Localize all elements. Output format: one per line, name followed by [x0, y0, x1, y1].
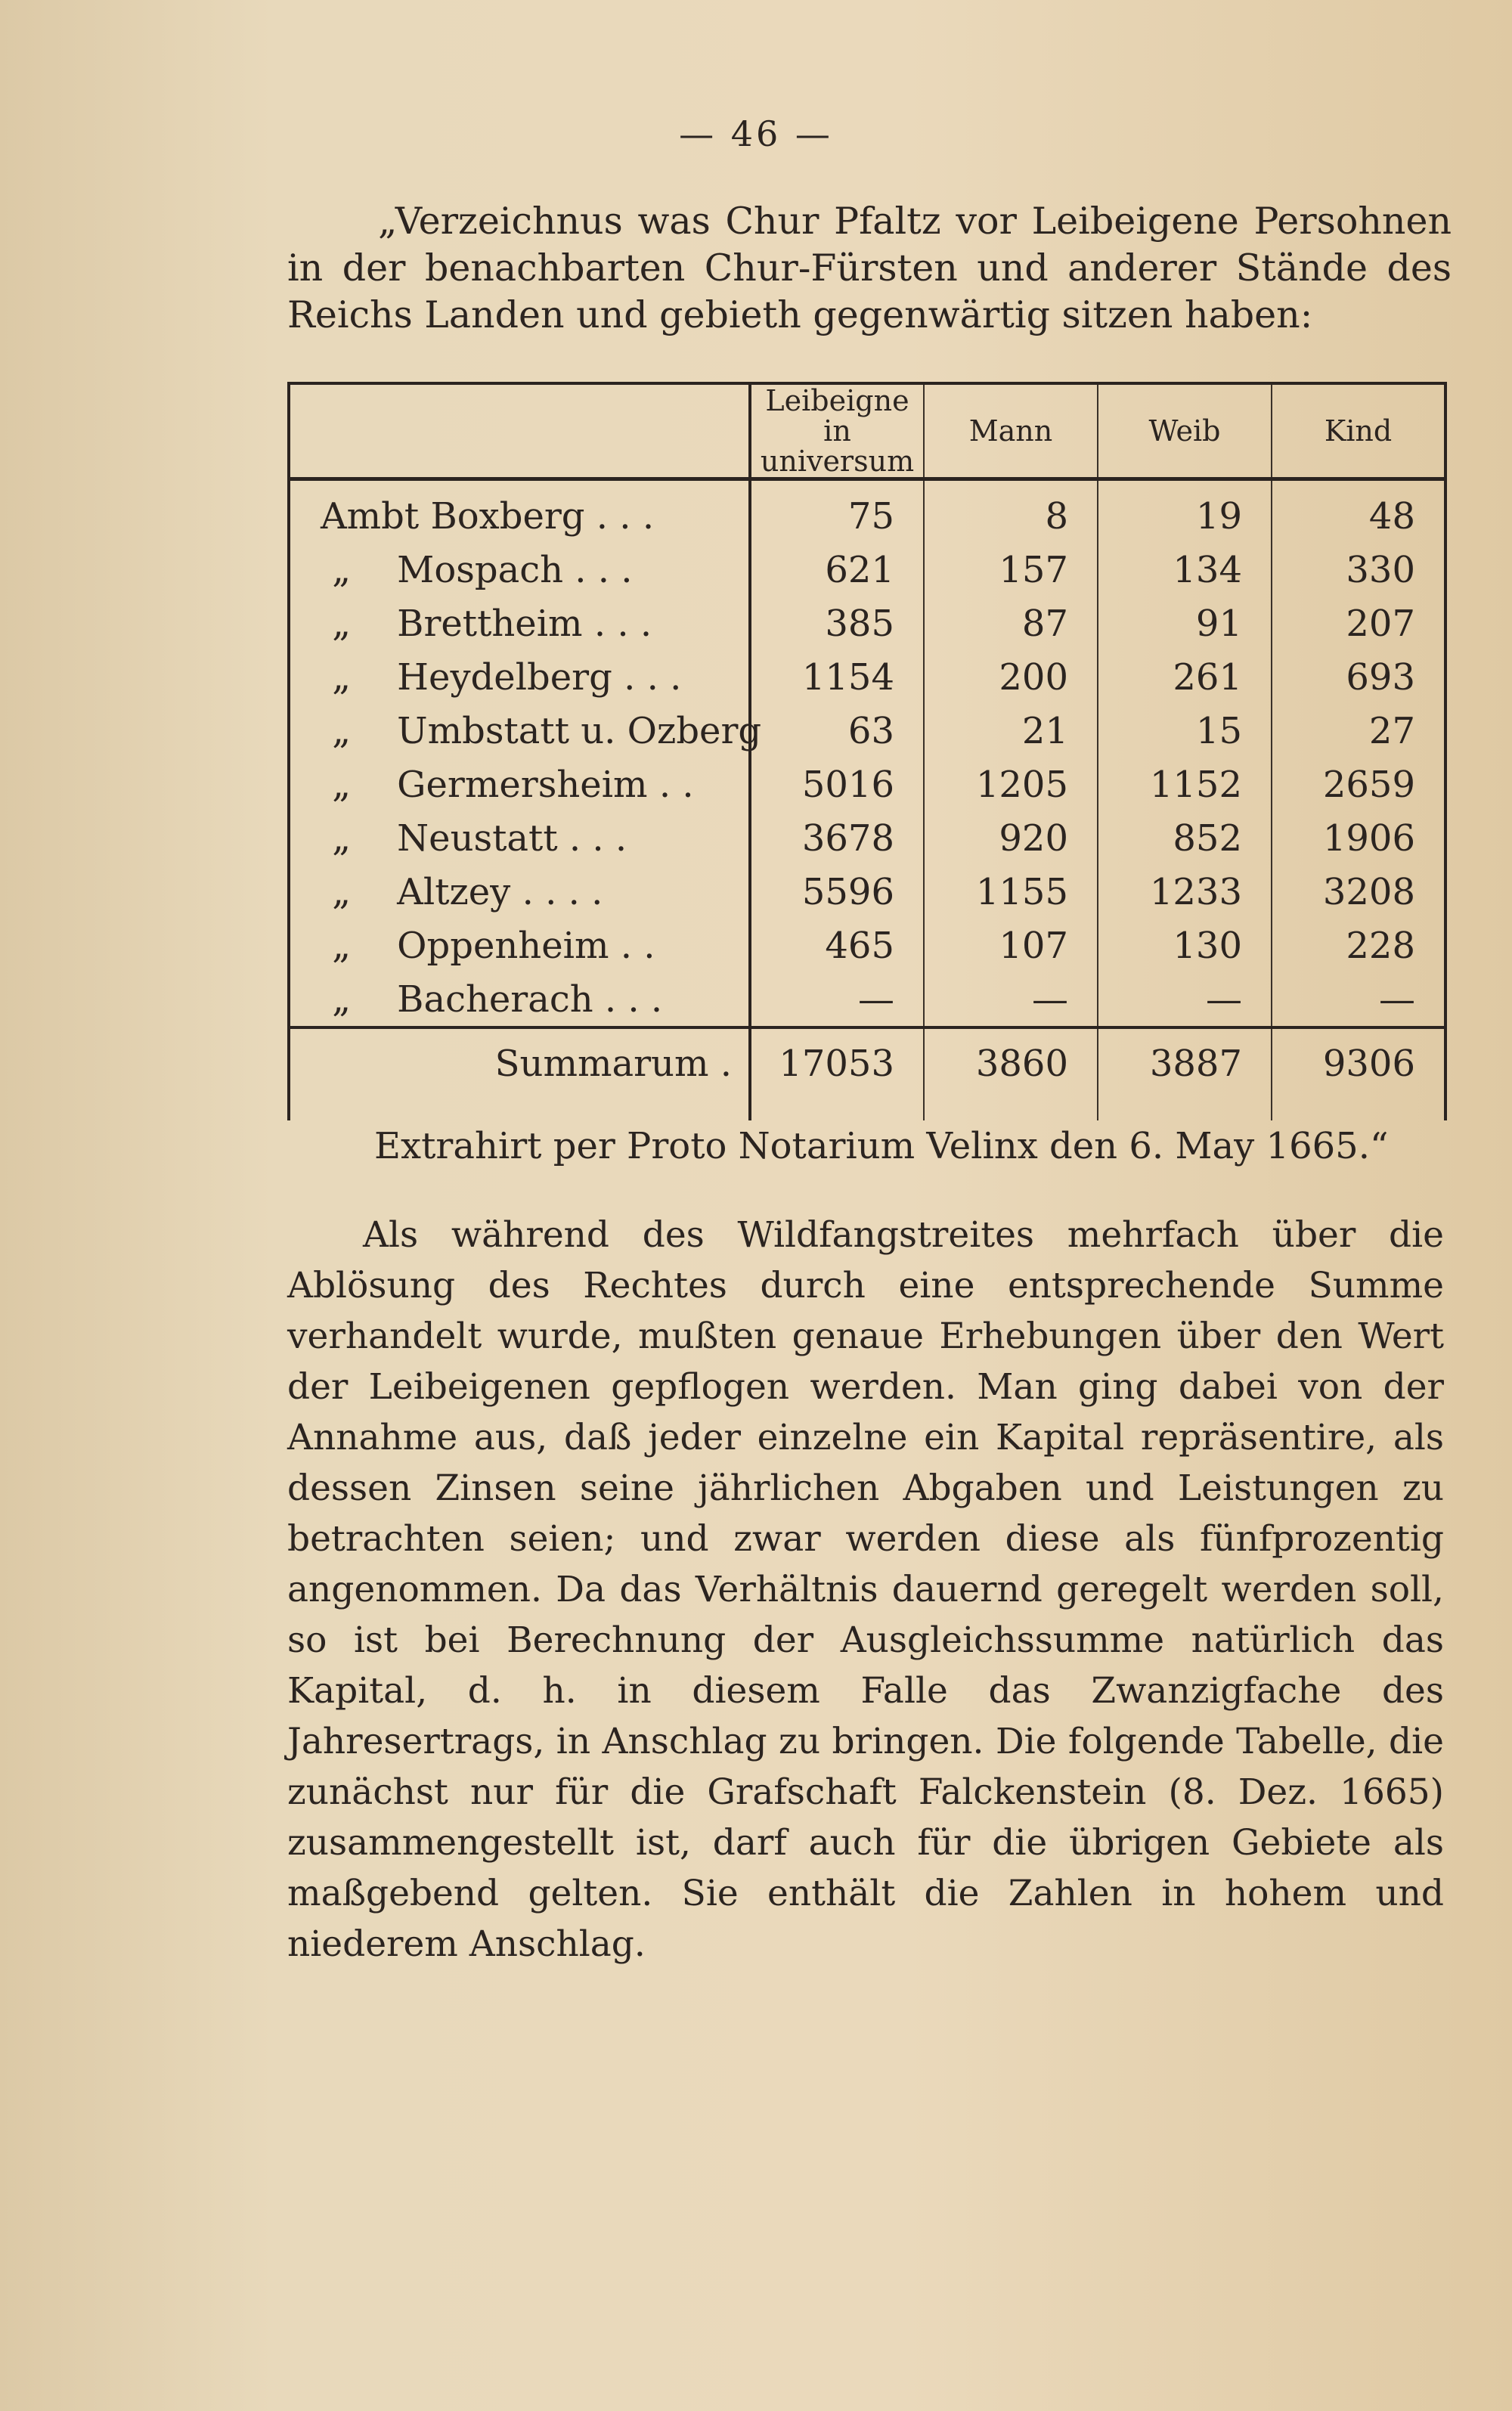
place-cell: „ Germersheim . .	[289, 758, 750, 811]
man-cell: 107	[924, 919, 1098, 972]
extract-note: Extrahirt per Proto Notarium Velinx den 6. May 1665.“	[374, 1125, 1389, 1167]
place-cell: „ Heydelberg . . .	[289, 650, 750, 704]
place-cell: „ Mospach . . .	[289, 543, 750, 597]
page-number: — 46 —	[679, 113, 833, 154]
woman-cell: —	[1098, 972, 1272, 1027]
serf-table-container	[287, 382, 1444, 1100]
total-cell: 465	[750, 919, 924, 972]
woman-cell: 91	[1098, 597, 1272, 650]
child-cell: 330	[1272, 543, 1445, 597]
woman-cell: 1152	[1098, 758, 1272, 811]
header-child: Kind	[1272, 383, 1445, 479]
table-row	[289, 972, 1445, 1027]
table-row	[289, 650, 1445, 704]
place-cell: „ Umbstatt u. Ozberg	[289, 704, 750, 758]
table-row	[289, 543, 1445, 597]
header-woman: Weib	[1098, 383, 1272, 479]
child-cell: —	[1272, 972, 1445, 1027]
total-cell: 5016	[750, 758, 924, 811]
place-cell: Ambt Boxberg . . .	[289, 479, 750, 544]
total-cell: 63	[750, 704, 924, 758]
man-cell: 1205	[924, 758, 1098, 811]
man-cell: 920	[924, 811, 1098, 865]
child-cell: 228	[1272, 919, 1445, 972]
woman-cell: 19	[1098, 479, 1272, 544]
intro-text: „Verzeichnus was Chur Pfaltz vor Leibeigene Persohnen in der benachbarten Chur-Fürsten und anderer Stände des Reichs Landen und gebieth gegenwärtig sitzen haben:	[287, 200, 1452, 336]
total-cell: 621	[750, 543, 924, 597]
man-cell: 1155	[924, 865, 1098, 919]
man-cell: 8	[924, 479, 1098, 544]
place-cell: „ Neustatt . . .	[289, 811, 750, 865]
place-cell: „ Brettheim . . .	[289, 597, 750, 650]
woman-cell: 130	[1098, 919, 1272, 972]
header-place	[289, 383, 750, 479]
woman-cell: 1233	[1098, 865, 1272, 919]
table-header-row	[289, 383, 1445, 479]
table-row	[289, 919, 1445, 972]
table-row	[289, 597, 1445, 650]
man-cell: 200	[924, 650, 1098, 704]
place-cell: „ Oppenheim . .	[289, 919, 750, 972]
total-cell: 75	[750, 479, 924, 544]
sum-label: Summarum .	[289, 1027, 750, 1120]
child-cell: 27	[1272, 704, 1445, 758]
sum-total: 17053	[750, 1027, 924, 1120]
child-cell: 1906	[1272, 811, 1445, 865]
total-cell: 5596	[750, 865, 924, 919]
sum-woman: 3887	[1098, 1027, 1272, 1120]
sum-row	[289, 1027, 1445, 1120]
man-cell: 157	[924, 543, 1098, 597]
child-cell: 48	[1272, 479, 1445, 544]
table-row	[289, 865, 1445, 919]
sum-child: 9306	[1272, 1027, 1445, 1120]
woman-cell: 15	[1098, 704, 1272, 758]
place-cell: „ Bacherach . . .	[289, 972, 750, 1027]
place-cell: „ Altzey . . . .	[289, 865, 750, 919]
man-cell: 21	[924, 704, 1098, 758]
table-row	[289, 704, 1445, 758]
sum-man: 3860	[924, 1027, 1098, 1120]
total-cell: 1154	[750, 650, 924, 704]
man-cell: —	[924, 972, 1098, 1027]
body-paragraph	[287, 1210, 1444, 1969]
total-cell: 385	[750, 597, 924, 650]
intro-paragraph	[287, 198, 1452, 339]
child-cell: 207	[1272, 597, 1445, 650]
table-row	[289, 811, 1445, 865]
table-row	[289, 479, 1445, 544]
table-row	[289, 758, 1445, 811]
woman-cell: 134	[1098, 543, 1272, 597]
man-cell: 87	[924, 597, 1098, 650]
total-cell: —	[750, 972, 924, 1027]
child-cell: 3208	[1272, 865, 1445, 919]
child-cell: 693	[1272, 650, 1445, 704]
body-text: Als während des Wildfangstreites mehrfach über die Ablösung des Rechtes durch eine entsprechende Summe verhandelt wurde, mußten genaue Erhebungen über den Wert der Leibeigenen gepflogen werden. Man ging dabei von der Annahme aus, daß jeder einzelne ein Kapital repräsentire, als dessen Zinsen seine jährlichen Abgaben und Leistungen zu betrachten seien; und zwar werden diese als fünfprozentig angenommen. Da das Verhältnis dauernd geregelt werden soll, so ist bei Berechnung der Ausgleichssumme natürlich das Kapital, d. h. in diesem Falle das Zwanzigfache des Jahresertrags, in Anschlag zu bringen. Die folgende Tabelle, die zunächst nur für die Grafschaft Falckenstein (8. Dez. 1665) zusammengestellt ist, darf auch für die übrigen Gebiete als maßgebend gelten. Sie enthält die Zahlen in hohem und niederem Anschlag.	[287, 1214, 1444, 1965]
total-cell: 3678	[750, 811, 924, 865]
serf-table	[287, 382, 1447, 1120]
woman-cell: 852	[1098, 811, 1272, 865]
header-total: Leibeigne in universum	[750, 383, 924, 479]
woman-cell: 261	[1098, 650, 1272, 704]
header-man: Mann	[924, 383, 1098, 479]
child-cell: 2659	[1272, 758, 1445, 811]
